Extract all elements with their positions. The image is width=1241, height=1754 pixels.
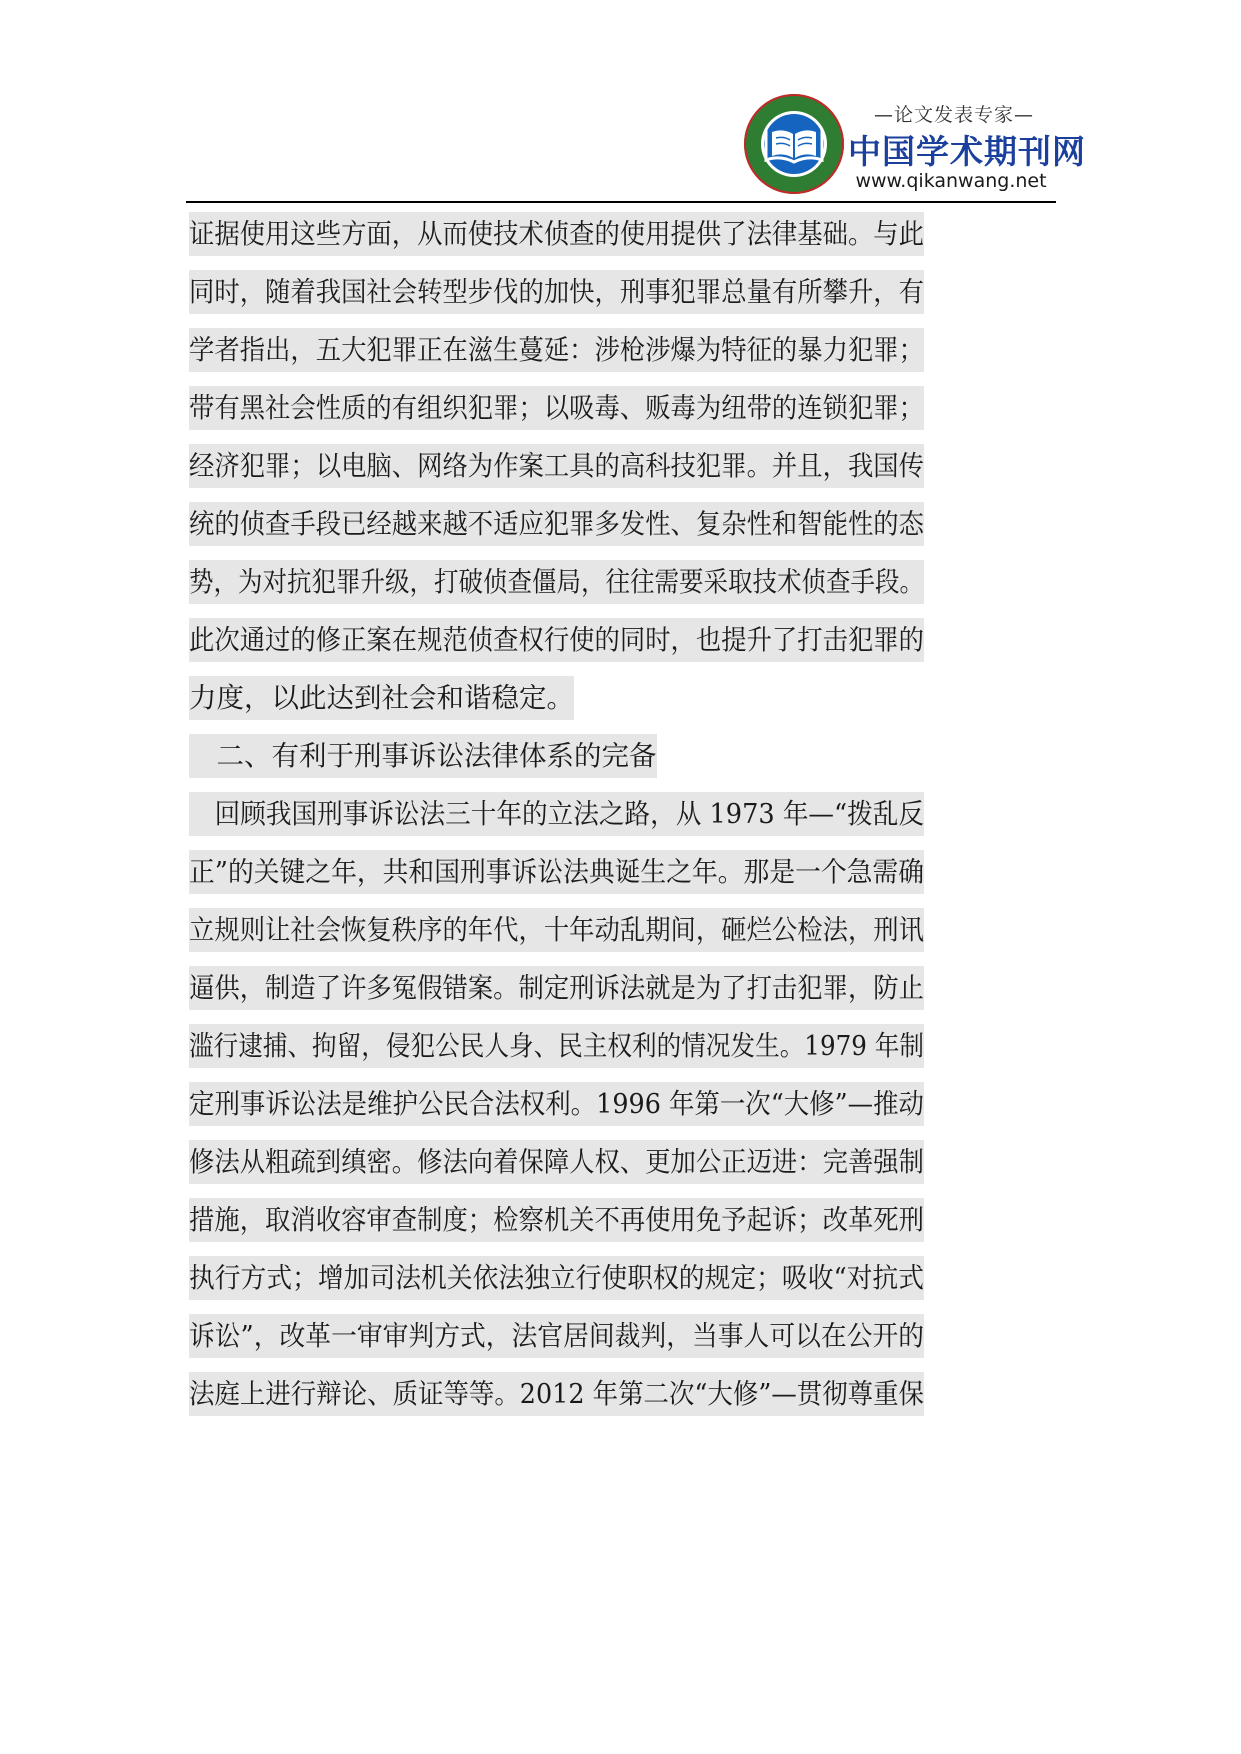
text-line: 势，为对抗犯罪升级，打破侦查僵局，往往需要采取技术侦查手段。 [189,560,924,604]
text-line: 法庭上进行辩论、质证等等。2012 年第二次“大修”—贯彻尊重保 [189,1372,924,1416]
text-line: 滥行逮捕、拘留，侵犯公民人身、民主权利的情况发生。1979 年制 [189,1024,924,1068]
text-line: 修法从粗疏到缜密。修法向着保障人权、更加公正迈进：完善强制 [189,1140,924,1184]
logo-name: 中国学术期刊网 [848,132,1086,171]
logo-url: www.qikanwang.net [855,170,1047,192]
text-line: 正”的关键之年，共和国刑事诉讼法典诞生之年。那是一个急需确 [189,850,924,894]
text-line: 定刑事诉讼法是维护公民合法权利。1996 年第一次“大修”—推动 [189,1082,924,1126]
text-line: 统的侦查手段已经越来越不适应犯罪多发性、复杂性和智能性的态 [189,502,924,546]
text-line: 措施，取消收容审查制度；检察机关不再使用免予起诉；改革死刑 [189,1198,924,1242]
text-line: 证据使用这些方面，从而使技术侦查的使用提供了法律基础。与此 [189,212,924,256]
text-line: 带有黑社会性质的有组织犯罪；以吸毒、贩毒为纽带的连锁犯罪； [189,386,924,430]
text-line: 学者指出，五大犯罪正在滋生蔓延：涉枪涉爆为特征的暴力犯罪； [189,328,924,372]
text-line: 同时，随着我国社会转型步伐的加快，刑事犯罪总量有所攀升，有 [189,270,924,314]
logo-tagline: —论文发表专家— [873,104,1034,126]
text-line: 经济犯罪；以电脑、网络为作案工具的高科技犯罪。并且，我国传 [189,444,924,488]
text-line: 执行方式；增加司法机关依法独立行使职权的规定；吸收“对抗式 [189,1256,924,1300]
text-line: 立规则让社会恢复秩序的年代，十年动乱期间，砸烂公检法，刑讯 [189,908,924,952]
section-heading: 二、有利于刑事诉讼法律体系的完备 [189,734,657,778]
text-line: 逼供，制造了许多冤假错案。制定刑诉法就是为了打击犯罪，防止 [189,966,924,1010]
text-line: 回顾我国刑事诉讼法三十年的立法之路，从 1973 年—“拨乱反 [189,792,924,836]
text-line: 力度，以此达到社会和谐稳定。 [189,676,574,720]
text-line: 此次通过的修正案在规范侦查权行使的同时，也提升了打击犯罪的 [189,618,924,662]
text-line: 诉讼”，改革一审审判方式，法官居间裁判，当事人可以在公开的 [189,1314,924,1358]
